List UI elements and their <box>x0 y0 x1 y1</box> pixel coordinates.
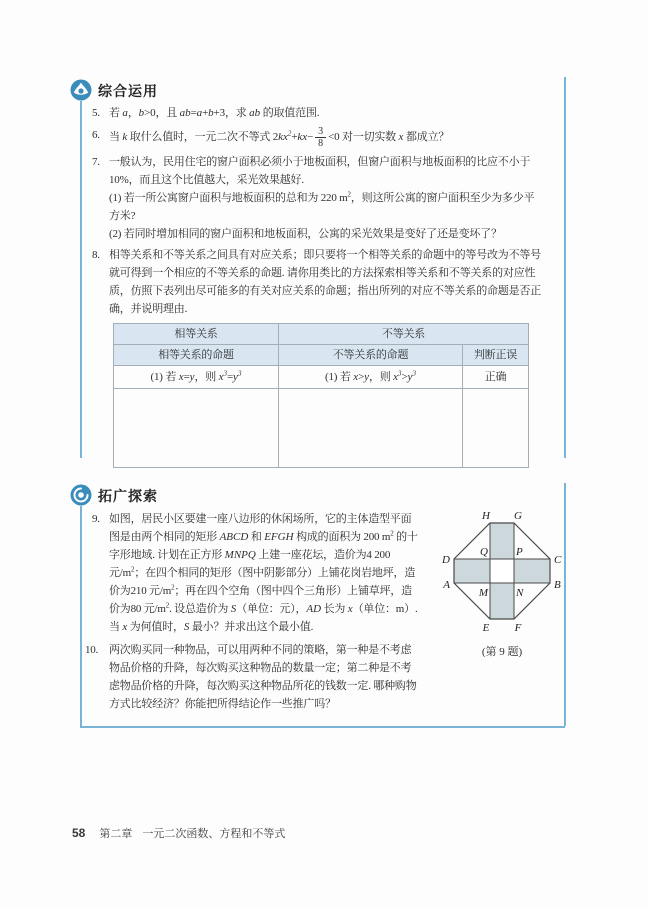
svg-text:H: H <box>482 510 490 522</box>
problem-text: 如图，居民小区要建一座八边形的休闲场所，它的主体造型平面图是由两个相同的矩形 ABCD 和 EFGH 构成的面积为 200 $m^2$ 的十字形地域. 计划在正方形 MNPQ 上建一座花坛，造价为4 200元$/m^2$；在四个相同的矩形（图中阴影部分）上铺花岗岩地坪，造价为210 元$/m^2$；再在四个空角（图中四个三角形）上铺草坪，造价为80 元$/m^2$. 设总造价为 S（单位：元），AD 长为 x（单位：m）. 当 x 为何值时，S 最小？并求出这个最小值. <box>109 513 418 633</box>
table-row <box>114 366 529 389</box>
header-equal-relation: 相等关系 <box>114 324 279 345</box>
section-title-comprehensive: 综合运用 <box>98 83 158 99</box>
problem-text: 当 k 取什么值时，一元二次不等式 $2kx^2+kx-$ $\frac{3}{8}$ <0 对一切实数 x 都成立？ <box>109 126 450 149</box>
center-square <box>490 559 514 583</box>
problem-10 <box>85 641 422 713</box>
svg-text:P: P <box>516 546 523 558</box>
svg-text:N: N <box>516 587 524 599</box>
page-footer <box>72 825 285 841</box>
problem9-figure <box>436 505 568 659</box>
section-title-exploration: 拓广探索 <box>98 488 158 504</box>
chapter-label: 第二章 <box>99 828 133 840</box>
problem-8 <box>92 246 544 318</box>
cell-unequal-proposition <box>279 389 463 468</box>
svg-text:D: D <box>442 554 450 566</box>
section1-right-rule <box>564 77 566 458</box>
problem-text: 若 a，b>0，且 ab=a+b+3，求 ab 的取值范围. <box>109 107 320 119</box>
problem-text <box>109 153 544 243</box>
cell-judgement: 正确 <box>463 366 529 389</box>
header-unequal-proposition: 不等关系的命题 <box>279 345 463 366</box>
section1-left-rule <box>80 101 82 458</box>
problem-7-intro: 一般认为，民用住宅的窗户面积必须小于地板面积，但窗户面积与地板面积的比应不小于10%，而且这个比值越大，采光效果越好. <box>109 156 531 186</box>
problem-5 <box>92 104 544 122</box>
relations-table <box>113 323 529 468</box>
section1-content <box>92 104 544 468</box>
problem-7 <box>92 153 544 243</box>
problem-number: 9. <box>92 513 100 525</box>
header-equal-proposition: 相等关系的命题 <box>114 345 279 366</box>
svg-text:F: F <box>514 622 522 634</box>
trefoil-badge-icon <box>70 79 92 101</box>
problem-number: 6. <box>92 129 100 141</box>
spiral-badge-icon <box>70 484 92 506</box>
svg-text:G: G <box>514 510 522 522</box>
section2-content <box>85 510 422 716</box>
problem-text: 相等关系和不等关系之间具有对应关系；即只要将一个相等关系的命题中的等号改为不等号就可得到一个相应的不等关系的命题. 请你用类比的方法探索相等关系和不等关系的对应性质，仿照下表列出尽可能多的有关对应关系的命题；指出所列的对应不等关系的命题是否正确，并说明理由. <box>109 249 541 315</box>
svg-text:B: B <box>554 579 561 591</box>
section2-left-rule <box>80 506 82 726</box>
problem-number: 10. <box>85 644 99 656</box>
problem-9 <box>92 510 422 636</box>
problem-text: 两次购买同一种物品，可以用两种不同的策略，第一种是不考虑物品价格的升降，每次购买这种物品的数量一定；第二种是不考虑物品价格的升降，每次购买这种物品所花的钱数一定. 哪种购物方式比较经济？你能把所得结论作一些推广吗？ <box>109 644 417 710</box>
table-row-empty <box>114 389 529 468</box>
svg-text:A: A <box>443 579 450 591</box>
table-header-row-1 <box>114 324 529 345</box>
svg-text:E: E <box>482 622 490 634</box>
header-unequal-relation: 不等关系 <box>279 324 529 345</box>
svg-text:Q: Q <box>480 546 488 558</box>
cell-unequal-proposition: (1) 若 x>y，则 $x^3>y^3$ <box>279 366 463 389</box>
problem-7-part2: (2) 若同时增加相同的窗户面积和地板面积，公寓的采光效果是变好了还是变坏了？ <box>109 228 502 240</box>
page-number: 58 <box>72 826 86 840</box>
problem-7-part1: (1) 若一所公寓窗户面积与地板面积的总和为 220 $m^2$，则这所公寓的窗户面积至少为多少平方米? <box>109 190 535 222</box>
problem-number: 5. <box>92 107 100 119</box>
header-judgement: 判断正误 <box>463 345 529 366</box>
cell-equal-proposition <box>114 389 279 468</box>
problem-number: 8. <box>92 249 100 261</box>
table-header-row-2 <box>114 345 529 366</box>
problem-number: 7. <box>92 156 100 168</box>
problem-6 <box>92 126 544 149</box>
chapter-title: 一元二次函数、方程和不等式 <box>142 828 286 840</box>
svg-text:M: M <box>478 587 488 599</box>
octagon-cross-diagram <box>436 505 568 637</box>
figure-caption: (第 9 题) <box>481 646 523 658</box>
section2-bottom-rule <box>80 726 565 728</box>
svg-text:C: C <box>554 554 562 566</box>
cell-equal-proposition: (1) 若 x=y，则 $x^3=y^3$ <box>114 366 279 389</box>
cell-judgement <box>463 389 529 468</box>
